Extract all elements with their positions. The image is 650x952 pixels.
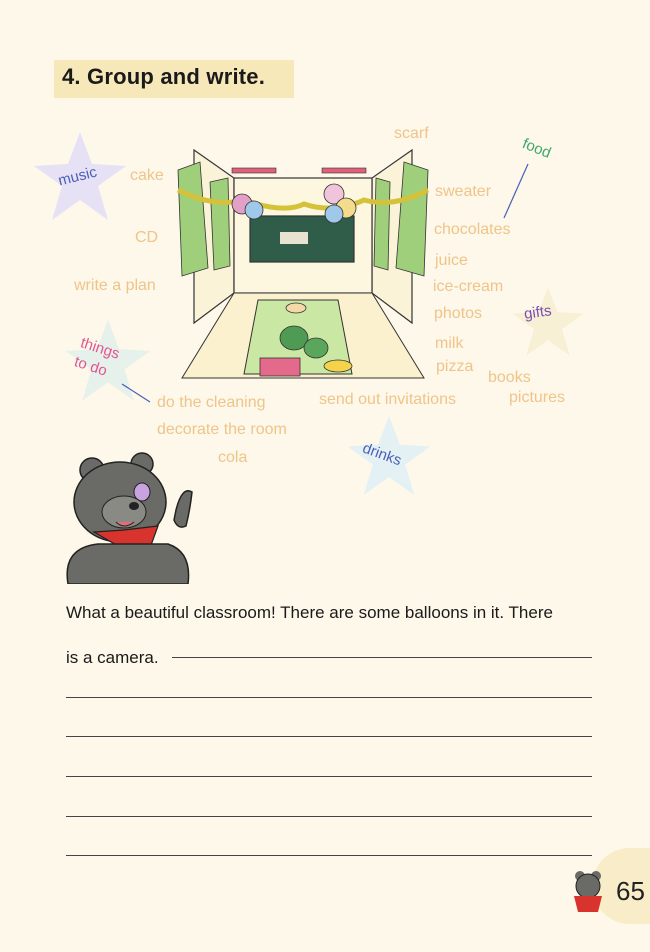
writing-line-6[interactable]	[66, 855, 592, 856]
category-drinks: drinks	[360, 439, 404, 470]
sentence-line-1: What a beautiful classroom! There are some balloons in it. There	[66, 603, 553, 622]
category-music: music	[56, 163, 99, 190]
word-ice-cream: ice-cream	[433, 278, 504, 295]
writing-line-3[interactable]	[66, 736, 592, 737]
word-chocolates: chocolates	[434, 221, 511, 238]
classroom-illustration	[174, 148, 432, 386]
word-pictures: pictures	[509, 389, 566, 406]
page-number: 65	[616, 876, 645, 906]
word-write-a-plan: write a plan	[74, 277, 156, 294]
word-cd: CD	[135, 229, 159, 246]
word-cake: cake	[130, 167, 164, 184]
exercise-title: 4. Group and write.	[62, 64, 266, 89]
word-pizza: pizza	[436, 358, 474, 375]
writing-line-1[interactable]	[172, 657, 592, 658]
word-books: books	[488, 369, 531, 386]
category-things: things	[78, 334, 122, 363]
word-milk: milk	[435, 335, 464, 352]
word-sweater: sweater	[435, 183, 492, 200]
writing-line-2[interactable]	[66, 697, 592, 698]
word-juice: juice	[435, 252, 468, 269]
word-scarf: scarf	[394, 125, 429, 142]
category-gifts: gifts	[522, 302, 553, 323]
word-photos: photos	[434, 305, 483, 322]
writing-line-4[interactable]	[66, 776, 592, 777]
word-cola: cola	[218, 449, 248, 466]
writing-line-5[interactable]	[66, 816, 592, 817]
word-send-out-invitations: send out invitations	[319, 391, 456, 408]
mini-bear-icon	[568, 870, 608, 912]
bear-illustration	[58, 452, 208, 584]
sentence-line-2: is a camera.	[66, 648, 159, 667]
category-to-do: to do	[72, 353, 110, 380]
category-food: food	[519, 135, 554, 162]
word-do-the-cleaning: do the cleaning	[157, 394, 266, 411]
word-decorate-the-room: decorate the room	[157, 421, 287, 438]
